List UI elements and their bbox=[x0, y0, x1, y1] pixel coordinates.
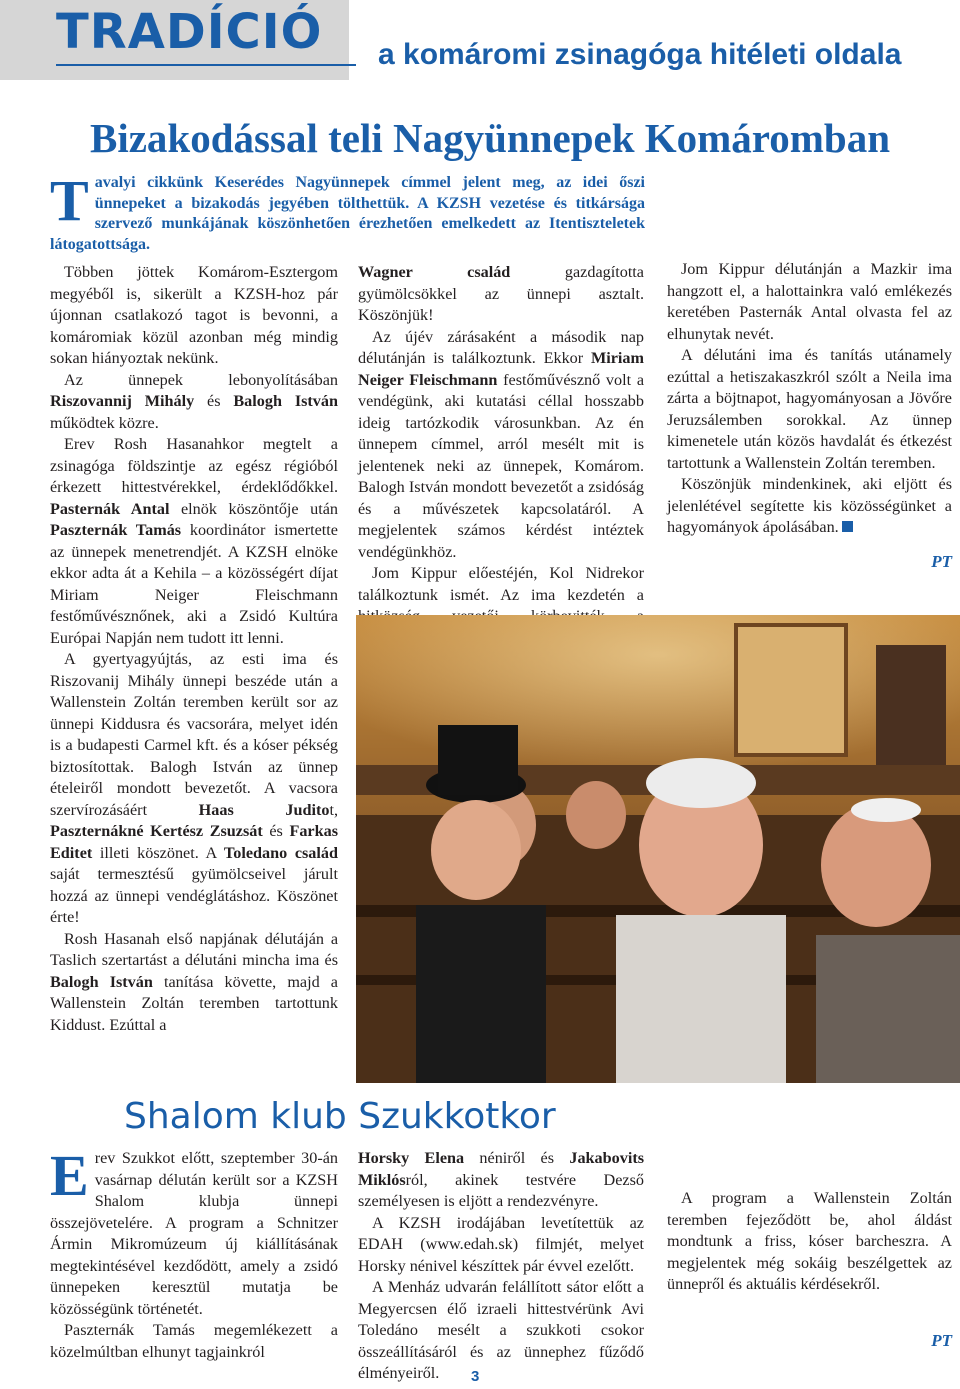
paragraph: Az újév zárásaként a második nap délutánján is találkoztunk. Ekkor Miriam Neiger Fleischmann festőművésznő volt a vendégünk, aki kutatási céllal hosszabb ideig tartózkodik városunkban. Az én ünnepem címmel, arról mesélt mit is jelentenek neki az ünnepek, Komárom. Balogh István mondott bevezetőt a zsidóság és a művészetek kapcsolatáról. A megjelentek számos kérdést intéztek vendégünkhöz. bbox=[358, 327, 645, 561]
masthead-subtitle: a komáromi zsinagóga hitéleti oldala bbox=[378, 38, 902, 71]
paragraph: Rosh Hasanah első napjának délutáján a Taslich szertartást a délutáni mincha ima és Balogh István tanítása követte, majd a Wallenstein Zoltán teremben tartottunk Kiddust. Ezúttal a bbox=[50, 929, 338, 1034]
paragraph: Köszönjük mindenkinek, aki eljött és jelenlétével segítette kis közösségünket a hagyományok ápolásában. bbox=[667, 475, 952, 536]
drop-cap: E bbox=[50, 1143, 89, 1208]
paragraph: Horsky Elena néniről és Jakabovits Miklósról, akinek testvére Dezső személyesen is eljött a rendezvényre. bbox=[358, 1149, 645, 1210]
article-column-1 bbox=[50, 262, 338, 1036]
article-column-3 bbox=[667, 173, 952, 572]
paragraph: Paszternák Tamás megemlékezett a közelmúltban elhunyt tagjainkról bbox=[50, 1321, 338, 1361]
paragraph: Jom Kippur délutánján a Mazkir ima hangzott el, a halottainkra való emlékezés keretében Pasternák Antal olvasta fel az elhunytak nevét. bbox=[667, 260, 952, 343]
synagogue-congregation-photo bbox=[356, 615, 960, 1083]
paragraph: A KZSH irodájában levetítettük az EDAH (www.edah.sk) filmjét, melyet Horsky nénivel készíttek pár évvel ezelőtt. bbox=[358, 1213, 644, 1275]
masthead-title: TRADÍCIÓ bbox=[56, 4, 323, 60]
signature: PT bbox=[931, 551, 952, 571]
masthead-rule bbox=[56, 64, 356, 66]
article-title: Bizakodással teli Nagyünnepek Komáromban bbox=[90, 115, 891, 161]
paragraph: Jom Kippur előestéjén, Kol Nidrekor találkoztunk ismét. Az ima kezdetén a bbox=[358, 564, 644, 604]
paragraph: A Menház udvarán felállított sátor előtt a Megyercsen élő izraeli hittestvérünk Avi Toledáno mesélt a szukkoti csokor összeállításáról és az ünnephez fűződő élményeiről. bbox=[358, 1278, 644, 1382]
end-mark-icon bbox=[842, 521, 853, 532]
article-column-2 bbox=[358, 262, 644, 606]
paragraph: A délutáni ima és tanítás utánamely ezúttal a hetiszakaszkról szólt a Neila ima zárta a böjtnapot, hagyományosan a Jövőre Jeruzsálemben sorokkal. Az ünnep kimenetele után közös havdalát és étkezést tartottunk a Wallenstein Zoltán teremben. bbox=[667, 346, 952, 472]
lead-text: avalyi cikkünk Keserédes Nagyünnepek címmel jelent meg, az idei őszi ünnepeket a bizakodás jegyében tölthettük. A KZSH vezetése és titkársága szervező munkájának köszönhetően érezhetően emelkedett az Itentiszteletek látogatottsága. bbox=[50, 174, 645, 253]
paragraph: A gyertyagyújtás, az esti ima és Riszovanij Mihály ünnepi beszéde után a Wallenstein Zoltán teremben került sor az ünnepi Kiddusra és vacsorára, melyet idén is a budapesti Carmel kft. és a kóser pékség biztosítottak. Balogh István az ünnep ételeiről mondott bevezetőt. A vacsora szervírozásáért Haas Juditot, Paszternákné Kertész Zsuzsát és Farkas Editet illeti köszönet. A Toledano család saját termesztésű gyümölcseivel járult hozzá az ünnepi vendéglátáshoz. Köszönet érte! bbox=[50, 650, 338, 926]
article-lead bbox=[50, 168, 645, 255]
article-title: Shalom klub Szukkotkor bbox=[124, 1096, 556, 1137]
photo-illustration bbox=[356, 615, 960, 1083]
paragraph: Az ünnepek lebonyolításában Riszovannij Mihály és Balogh István működtek közre. bbox=[50, 370, 338, 432]
article-column-6 bbox=[667, 1096, 952, 1351]
paragraph: Többen jöttek Komárom-Esztergom megyéből is, sikerült a KZSH-hoz pár újonnan csatlakozó tagot is bevonni, a komáromiak közül azonban még mindig sokan hiányoztak nekünk. bbox=[50, 263, 338, 367]
paragraph: Wagner család gazdagította gyümölcsökkel az ünnepi asztalt. Köszönjük! bbox=[358, 263, 644, 324]
paragraph: Erev Szukkot előtt, szeptember 30-án vasárnap délután került sor a KZSH Shalom klubja ünnepi összejövetelére. A program a Schnitzer Ármin Mikromúzeum új kiállításának megtekintésével kezdődött, amely a zsidó ünnepeken keresztül mutatja be közösségünk történetét. bbox=[50, 1143, 338, 1318]
paragraph: A program a Wallenstein Zoltán teremben fejeződött be, ahol áldást mondtunk a friss, kóser barcheszra. A megjelentek még sokáig beszélgettek az ünnepről és aktuális kérdésekről. bbox=[667, 1189, 952, 1293]
page-number: 3 bbox=[471, 1368, 480, 1385]
article-column-4 bbox=[50, 1143, 338, 1363]
drop-cap: T bbox=[50, 168, 89, 233]
paragraph: Erev Rosh Hasanahkor megtelt a zsinagóga földszintje az egész régióból érkezett hittestvérekkel, érdeklődőkkel. Pasternák Antal elnök köszöntője után Paszternák Tamás koordinátor ismertette az ünnepek menetrendjét. A KZSH elnöke ekkor adta át a Kehila – a közösségért díjat Miriam Neiger Fleischmann festőművésznőnek, aki a Zsidó Kultúra Európai Napján nem tudott itt lenni. bbox=[50, 435, 339, 647]
article-column-5 bbox=[358, 1148, 645, 1382]
signature: PT bbox=[931, 1330, 952, 1350]
